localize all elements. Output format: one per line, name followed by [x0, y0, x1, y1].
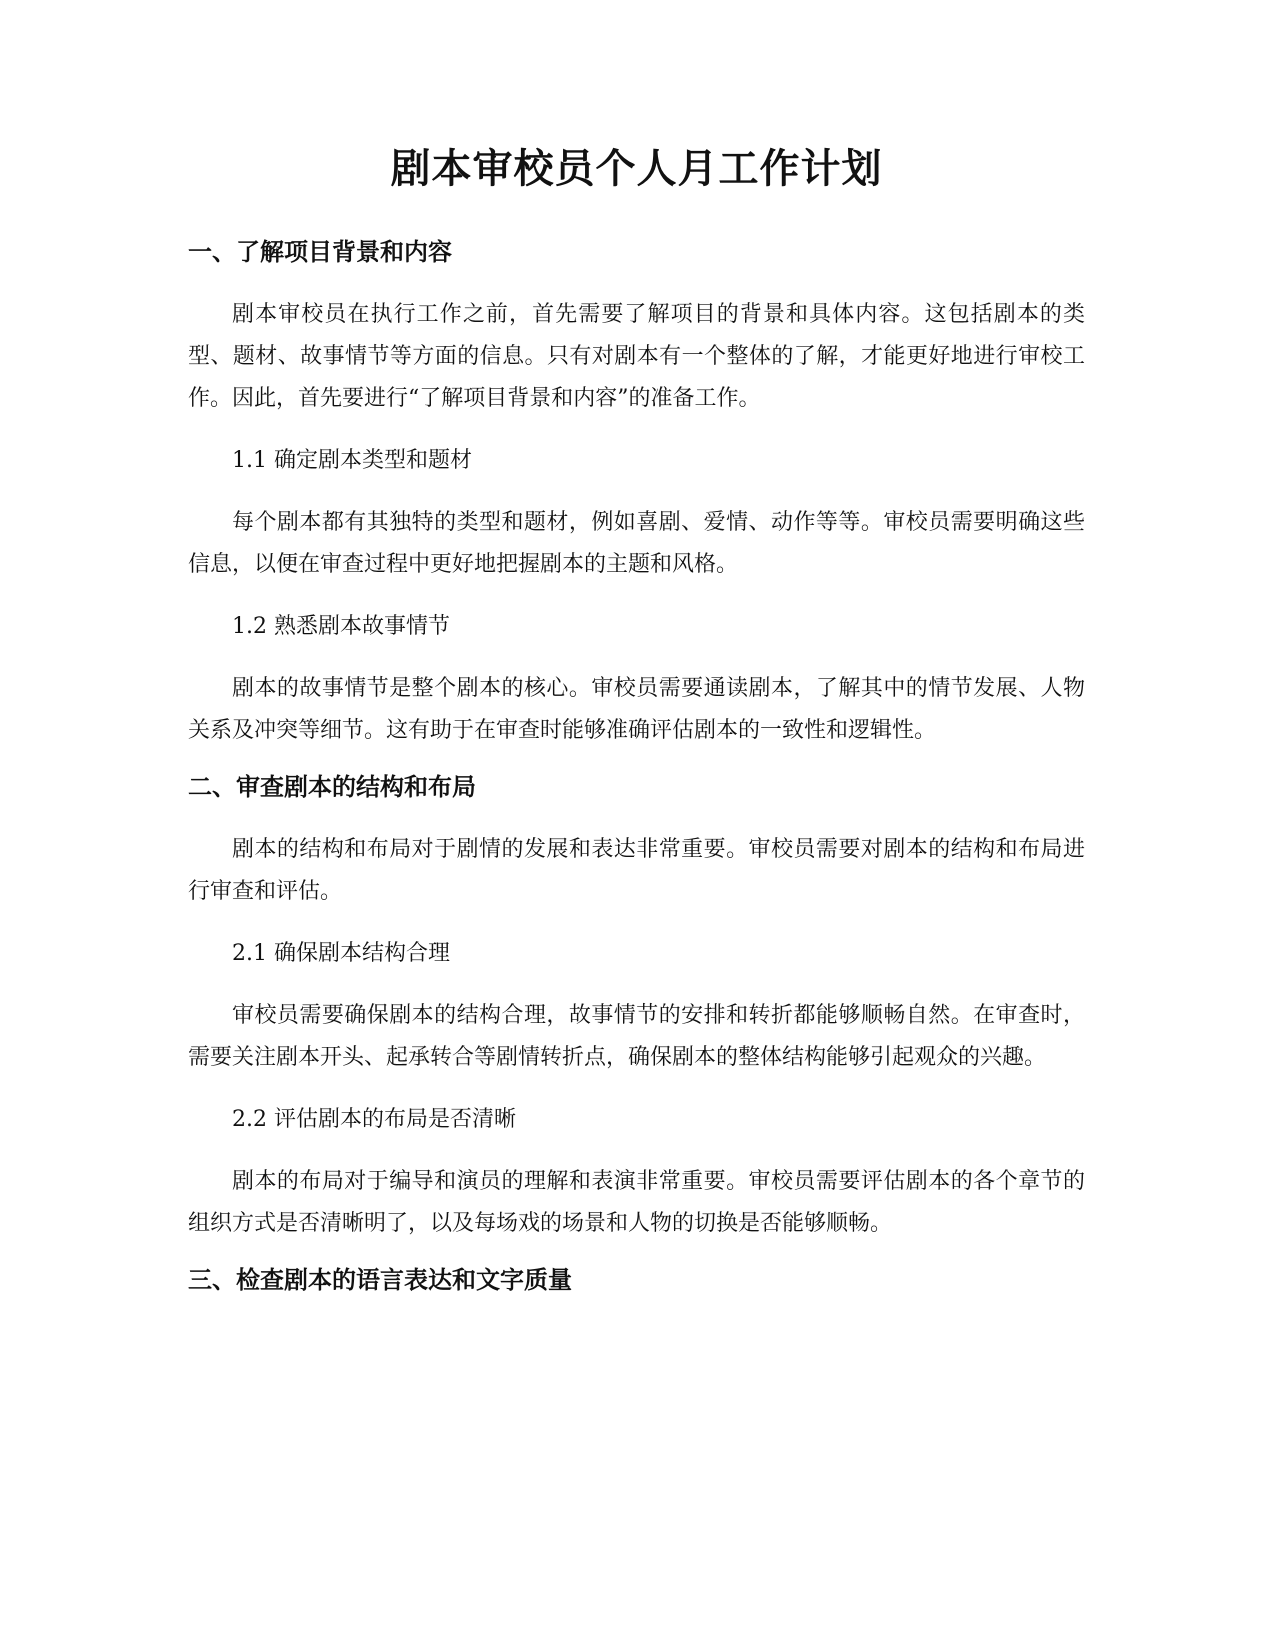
section-intro-paragraph: 剧本的结构和布局对于剧情的发展和表达非常重要。审校员需要对剧本的结构和布局进行审查和评估。	[188, 837, 1085, 905]
subsection-heading: 2.1 确保剧本结构合理	[232, 941, 450, 967]
section-intro-paragraph: 剧本审校员在执行工作之前，首先需要了解项目的背景和具体内容。这包括剧本的类型、题材、故事情节等方面的信息。只有对剧本有一个整体的了解，才能更好地进行审校工作。因此，首先要进行“了解项目背景和内容”的准备工作。	[188, 302, 1085, 412]
document-title: 剧本审校员个人月工作计划	[390, 146, 883, 192]
section-heading: 一、了解项目背景和内容	[188, 238, 452, 266]
subsection-paragraph: 每个剧本都有其独特的类型和题材，例如喜剧、爱情、动作等等。审校员需要明确这些信息，以便在审查过程中更好地把握剧本的主题和风格。	[188, 510, 1085, 578]
subsection-heading: 2.2 评估剧本的布局是否清晰	[232, 1107, 516, 1133]
section-3	[188, 1265, 1085, 1296]
section-2	[188, 772, 1085, 1245]
subsection-paragraph: 剧本的故事情节是整个剧本的核心。审校员需要通读剧本，了解其中的情节发展、人物关系及冲突等细节。这有助于在审查时能够准确评估剧本的一致性和逻辑性。	[188, 676, 1085, 744]
section-heading: 二、审查剧本的结构和布局	[188, 773, 476, 802]
subsection-heading: 1.2 熟悉剧本故事情节	[232, 614, 450, 640]
section-heading: 三、检查剧本的语言表达和文字质量	[188, 1266, 572, 1295]
subsection-heading: 1.1 确定剧本类型和题材	[232, 448, 472, 474]
section-1	[188, 237, 1085, 752]
subsection-paragraph: 审校员需要确保剧本的结构合理，故事情节的安排和转折都能够顺畅自然。在审查时，需要关注剧本开头、起承转合等剧情转折点，确保剧本的整体结构能够引起观众的兴趣。	[188, 1003, 1085, 1071]
subsection-paragraph: 剧本的布局对于编导和演员的理解和表演非常重要。审校员需要评估剧本的各个章节的组织方式是否清晰明了，以及每场戏的场景和人物的切换是否能够顺畅。	[188, 1169, 1085, 1237]
